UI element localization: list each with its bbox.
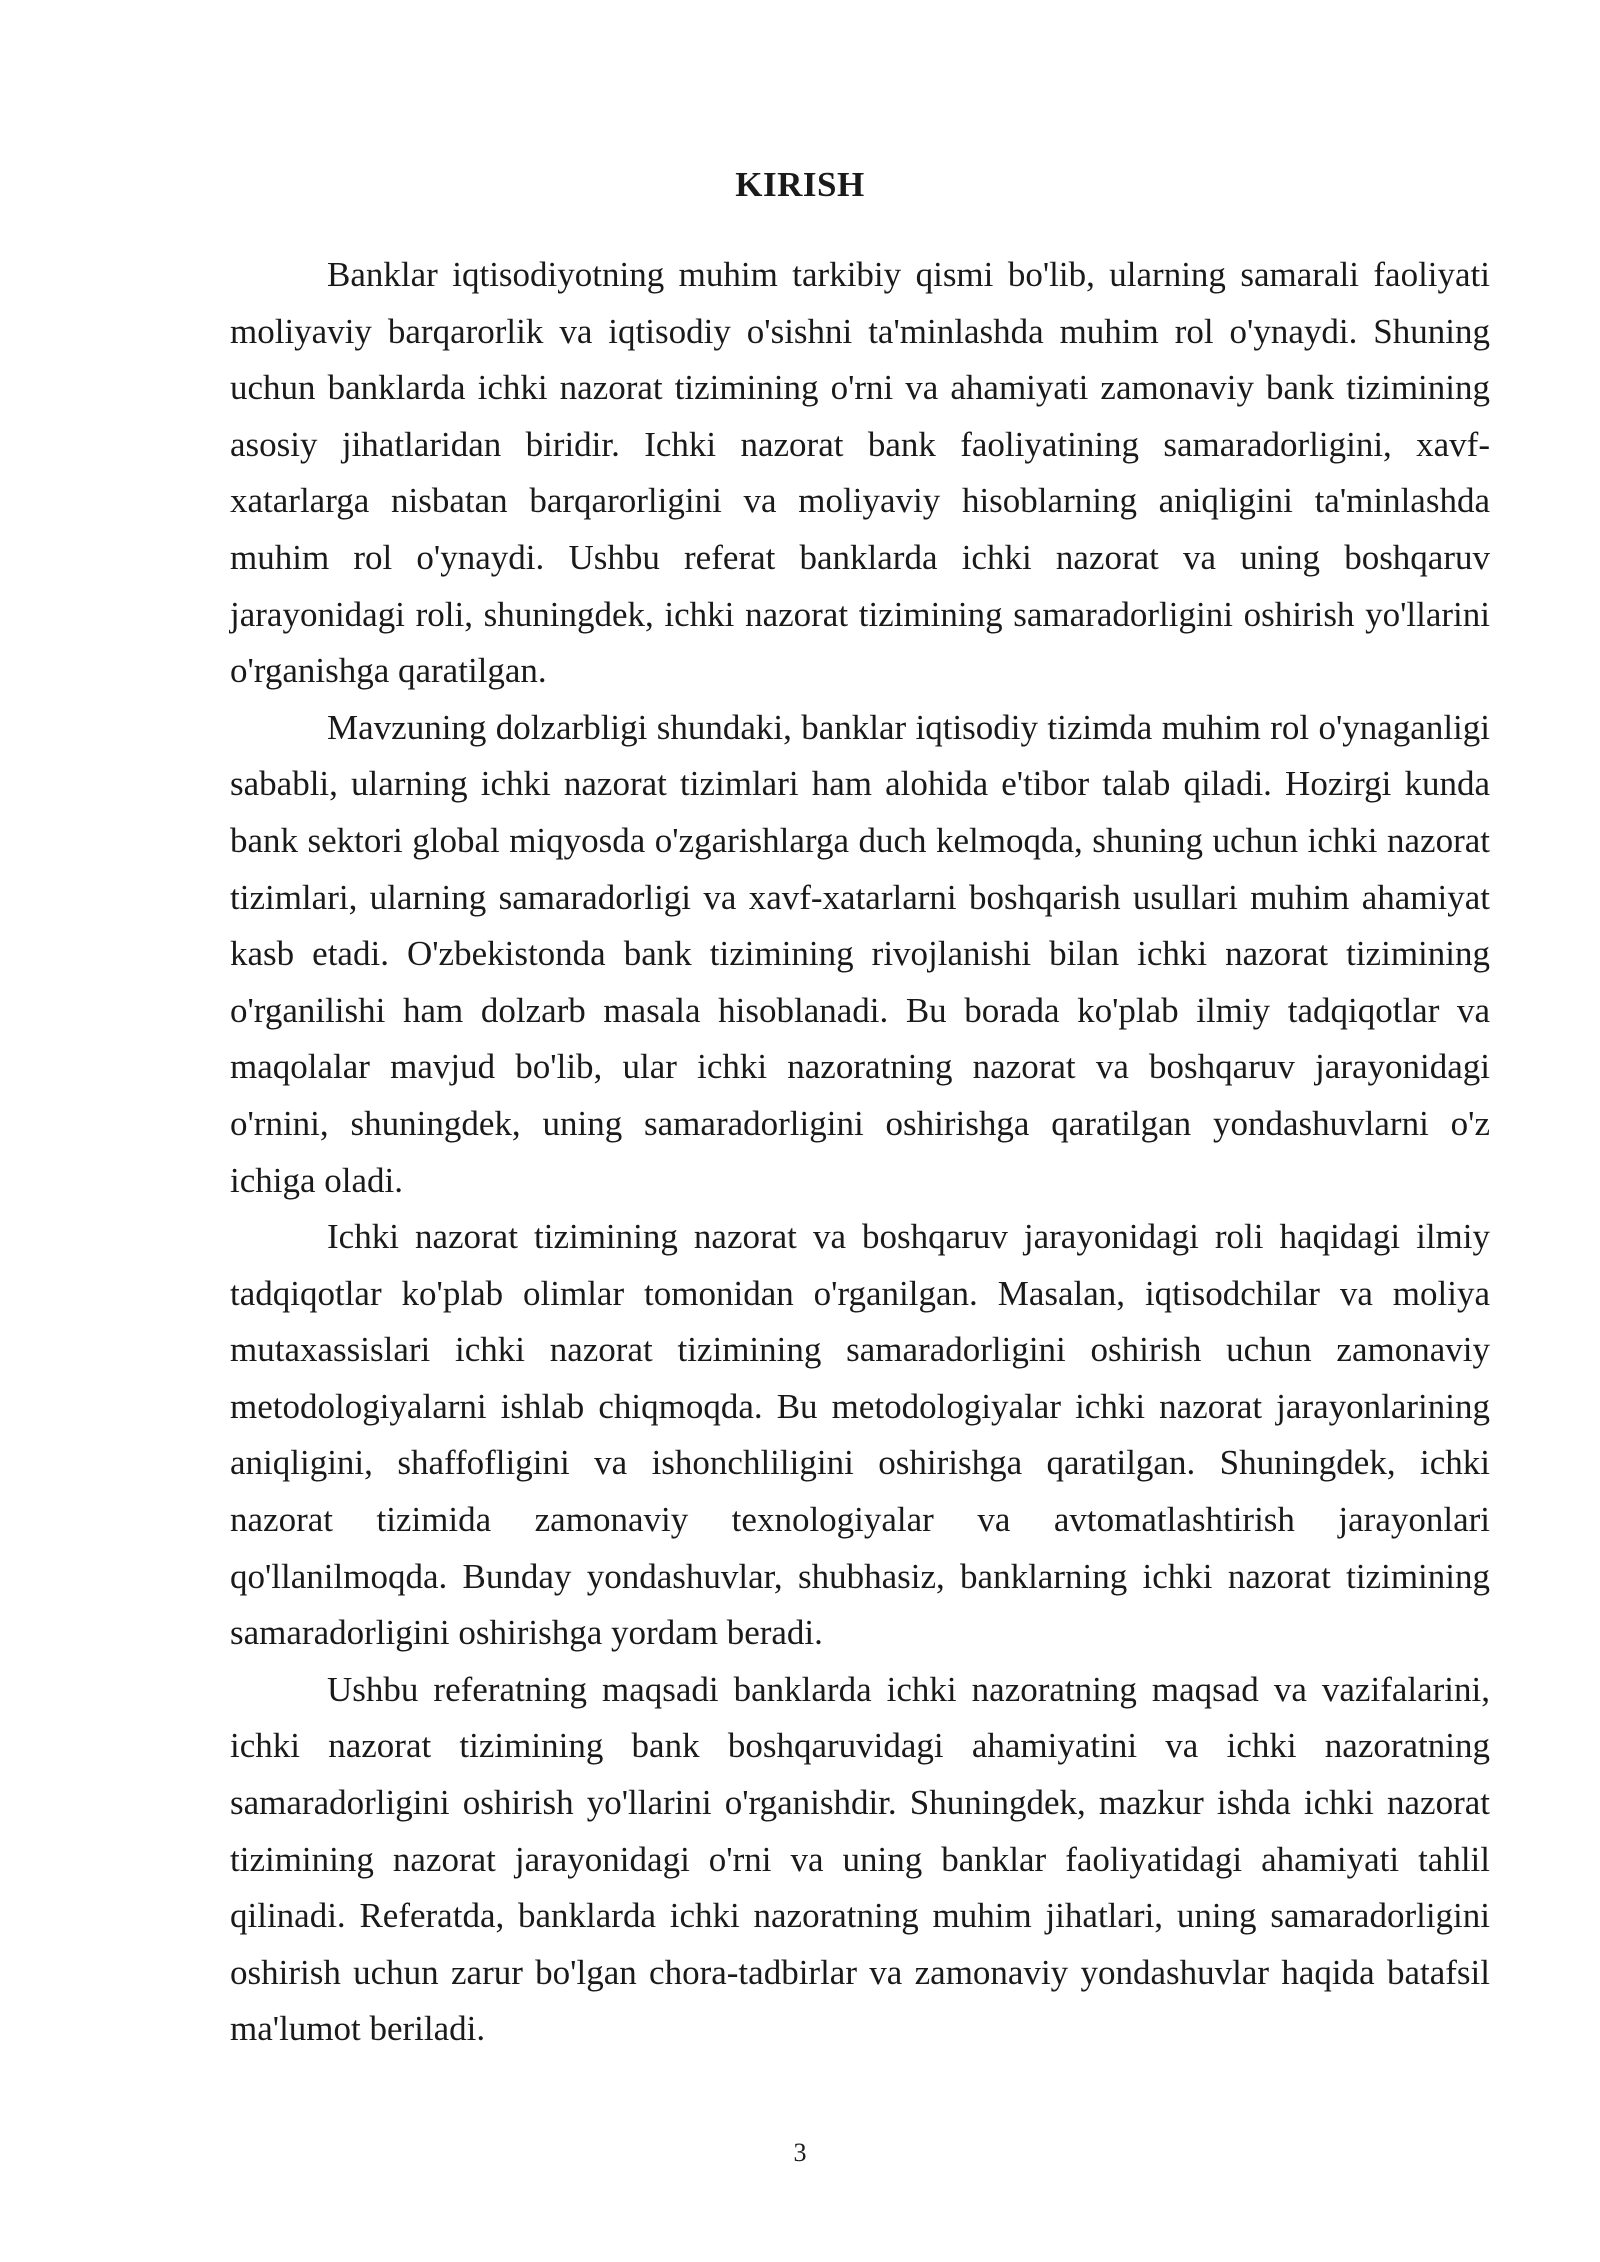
- body-text: [230, 247, 1490, 2058]
- section-title: KIRISH: [735, 165, 865, 204]
- paragraph-purpose: Ushbu referatning maqsadi banklarda ichki nazoratning maqsad va vazifalarini, ichki nazorat tizimining bank boshqaruvidagi ahamiyatini va ichki nazoratning samaradorligini oshirish yo'llarini o'rganishdir. Shuningdek, mazkur ishda ichki nazorat tizimining nazorat jarayonidagi o'rni va uning banklar faoliyatidagi ahamiyati tahlil qilinadi. Referatda, banklarda ichki nazoratning muhim jihatlari, uning samaradorligini oshirish uchun zarur bo'lgan chora-tadbirlar va zamonaviy yondashuvlar haqida batafsil ma'lumot beriladi.: [230, 1669, 1490, 2049]
- paragraph-relevance: Mavzuning dolzarbligi shundaki, banklar iqtisodiy tizimda muhim rol o'ynaganligi sababli, ularning ichki nazorat tizimlari ham alohida e'tibor talab qiladi. Hozirgi kunda bank sektori global miqyosda o'zgarishlarga duch kelmoqda, shuning uchun ichki nazorat tizimlari, ularning samaradorligi va xavf-xatarlarni boshqarish usullari muhim ahamiyat kasb etadi. O'zbekistonda bank tizimining rivojlanishi bilan ichki nazorat tizimining o'rganilishi ham dolzarb masala hisoblanadi. Bu borada ko'plab ilmiy tadqiqotlar va maqolalar mavjud bo'lib, ular ichki nazoratning nazorat va boshqaruv jarayonidagi o'rnini, shuningdek, uning samaradorligini oshirishga qaratilgan yondashuvlarni o'z ichiga oladi.: [230, 707, 1490, 1200]
- page-number: 3: [793, 2138, 807, 2167]
- paragraph-introduction: Banklar iqtisodiyotning muhim tarkibiy qismi bo'lib, ularning samarali faoliyati moliyaviy barqarorlik va iqtisodiy o'sishni ta'minlashda muhim rol o'ynaydi. Shuning uchun banklarda ichki nazorat tizimining o'rni va ahamiyati zamonaviy bank tizimining asosiy jihatlaridan biridir. Ichki nazorat bank faoliyatining samaradorligini, xavf-xatarlarga nisbatan barqarorligini va moliyaviy hisoblarning aniqligini ta'minlashda muhim rol o'ynaydi. Ushbu referat banklarda ichki nazorat va uning boshqaruv jarayonidagi roli, shuningdek, ichki nazorat tizimining samaradorligini oshirish yo'llarini o'rganishga qaratilgan.: [230, 255, 1490, 691]
- paragraph-research: Ichki nazorat tizimining nazorat va boshqaruv jarayonidagi roli haqidagi ilmiy tadqiqotlar ko'plab olimlar tomonidan o'rganilgan. Masalan, iqtisodchilar va moliya mutaxassislari ichki nazorat tizimining samaradorligini oshirish uchun zamonaviy metodologiyalarni ishlab chiqmoqda. Bu metodologiyalar ichki nazorat jarayonlarining aniqligini, shaffofligini va ishonchliligini oshirishga qaratilgan. Shuningdek, ichki nazorat tizimida zamonaviy texnologiyalar va avtomatlashtirish jarayonlari qo'llanilmoqda. Bunday yondashuvlar, shubhasiz, banklarning ichki nazorat tizimining samaradorligini oshirishga yordam beradi.: [230, 1217, 1490, 1653]
